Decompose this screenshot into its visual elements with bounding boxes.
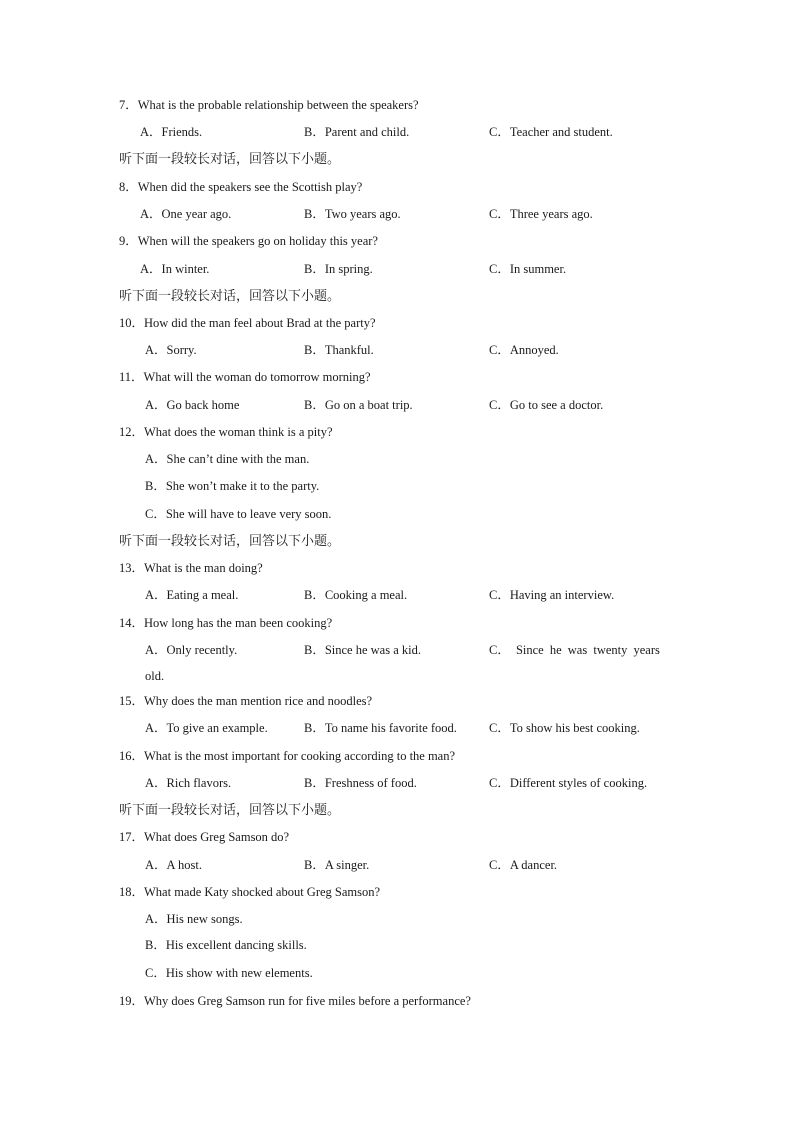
- option-7a: A．Friends.: [140, 125, 203, 139]
- option-11a: A．Go back home: [145, 398, 240, 412]
- question-18: 18．What made Katy shocked about Greg Samson?: [119, 885, 381, 899]
- option-18b: B．His excellent dancing skills.: [145, 938, 307, 952]
- section-header-4: 听下面一段较长对话，回答以下小题。: [119, 802, 341, 817]
- section-header-3: 听下面一段较长对话，回答以下小题。: [119, 533, 341, 548]
- option-14c: C． Since he was twenty years: [489, 643, 660, 657]
- option-17b: B．A singer.: [304, 858, 370, 872]
- question-14: 14．How long has the man been cooking?: [119, 616, 333, 630]
- option-12c: C．She will have to leave very soon.: [145, 507, 332, 521]
- option-10a: A．Sorry.: [145, 343, 197, 357]
- question-13: 13．What is the man doing?: [119, 561, 263, 575]
- option-9c: C．In summer.: [489, 262, 567, 276]
- question-10: 10．How did the man feel about Brad at the party?: [119, 316, 376, 330]
- option-12b: B．She won’t make it to the party.: [145, 479, 320, 493]
- question-9: 9．When will the speakers go on holiday this year?: [119, 234, 378, 248]
- question-7: 7．What is the probable relationship between the speakers?: [119, 98, 419, 112]
- option-13a: A．Eating a meal.: [145, 588, 239, 602]
- question-11: 11．What will the woman do tomorrow morning?: [119, 370, 371, 384]
- question-16: 16．What is the most important for cooking according to the man?: [119, 749, 456, 763]
- option-14b: B．Since he was a kid.: [304, 643, 421, 657]
- option-16a: A．Rich flavors.: [145, 776, 232, 790]
- question-15: 15．Why does the man mention rice and noodles?: [119, 694, 373, 708]
- option-9b: B．In spring.: [304, 262, 373, 276]
- option-18c: C．His show with new elements.: [145, 966, 313, 980]
- option-15b: B．To name his favorite food.: [304, 721, 457, 735]
- option-7b: B．Parent and child.: [304, 125, 410, 139]
- option-13b: B．Cooking a meal.: [304, 588, 408, 602]
- option-8c: C．Three years ago.: [489, 207, 593, 221]
- question-17: 17．What does Greg Samson do?: [119, 830, 290, 844]
- question-12: 12．What does the woman think is a pity?: [119, 425, 333, 439]
- section-header-1: 听下面一段较长对话，回答以下小题。: [119, 151, 341, 166]
- option-16b: B．Freshness of food.: [304, 776, 417, 790]
- option-17c: C．A dancer.: [489, 858, 558, 872]
- option-18a: A．His new songs.: [145, 912, 243, 926]
- option-14c-continued: old.: [145, 669, 165, 683]
- option-8a: A．One year ago.: [140, 207, 232, 221]
- section-header-2: 听下面一段较长对话，回答以下小题。: [119, 288, 341, 303]
- option-13c: C．Having an interview.: [489, 588, 615, 602]
- option-9a: A．In winter.: [140, 262, 210, 276]
- option-11c: C．Go to see a doctor.: [489, 398, 604, 412]
- question-8: 8．When did the speakers see the Scottish play?: [119, 180, 363, 194]
- option-16c: C．Different styles of cooking.: [489, 776, 648, 790]
- option-15c: C．To show his best cooking.: [489, 721, 640, 735]
- option-15a: A．To give an example.: [145, 721, 268, 735]
- option-17a: A．A host.: [145, 858, 202, 872]
- option-10c: C．Annoyed.: [489, 343, 559, 357]
- option-8b: B．Two years ago.: [304, 207, 401, 221]
- option-14a: A．Only recently.: [145, 643, 238, 657]
- option-7c: C．Teacher and student.: [489, 125, 613, 139]
- option-12a: A．She can’t dine with the man.: [145, 452, 310, 466]
- option-11b: B．Go on a boat trip.: [304, 398, 413, 412]
- option-10b: B．Thankful.: [304, 343, 374, 357]
- question-19: 19．Why does Greg Samson run for five miles before a performance?: [119, 994, 471, 1008]
